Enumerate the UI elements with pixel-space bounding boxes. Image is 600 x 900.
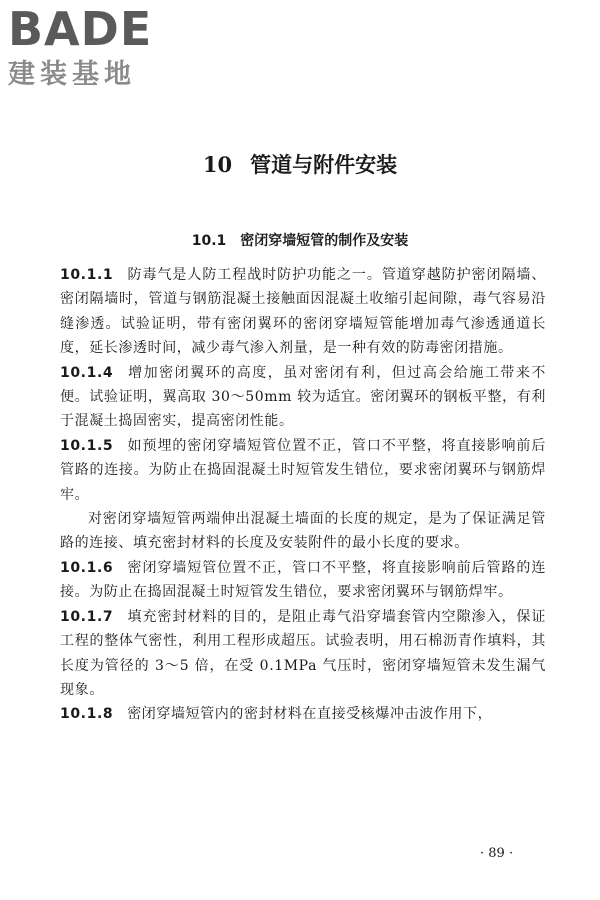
paragraph-text: 防毒气是人防工程战时防护功能之一。管道穿越防护密闭隔墙、密闭隔墙时，管道与钢筋混凝土接触面因混凝土收缩引起间隙，毒气容易沿缝渗透。试验证明，带有密闭翼环的密闭穿墙短管能增加毒气渗透通道长度，延长渗透时间，减少毒气渗入剂量，是一种有效的防毒密闭措施。 bbox=[60, 267, 546, 357]
clause-number: 10.1.8 bbox=[60, 706, 114, 723]
chapter-title bbox=[0, 150, 600, 180]
section-title bbox=[0, 230, 600, 252]
body-text bbox=[60, 263, 546, 727]
bade-watermark-logo bbox=[8, 4, 178, 92]
paragraph-text: 对密闭穿墙短管两端伸出混凝土墙面的长度的规定，是为了保证满足管路的连接、填充密封材料的长度及安装附件的最小长度的要求。 bbox=[60, 511, 546, 552]
paragraph-10-1-7 bbox=[60, 605, 546, 703]
logo-brand: BADE bbox=[8, 2, 153, 56]
paragraph-10-1-5 bbox=[60, 434, 546, 507]
clause-number: 10.1.4 bbox=[60, 364, 114, 381]
paragraph-text: 填充密封材料的目的，是阻止毒气沿穿墙套管内空隙渗入，保证工程的整体气密性，利用工程形成超压。试验表明，用石棉沥青作填料，其长度为管径的 3～5 倍，在受 0.1MPa 气压时，密闭穿墙短管未发生漏气现象。 bbox=[60, 608, 546, 698]
section-number: 10.1 bbox=[191, 233, 227, 249]
paragraph-10-1-8 bbox=[60, 702, 546, 726]
paragraph-text: 增加密闭翼环的高度，虽对密闭有利，但过高会给施工带来不便。试验证明，翼高取 30～50mm 较为适宜。密闭翼环的钢板平整，有利于混凝土捣固密实，提高密闭性能。 bbox=[60, 364, 546, 430]
logo-subtitle: 建装基地 bbox=[8, 59, 136, 90]
chapter-number: 10 bbox=[202, 152, 233, 177]
section-title-text: 密闭穿墙短管的制作及安装 bbox=[240, 233, 409, 249]
page-number: · 89 · bbox=[480, 846, 514, 861]
paragraph-text: 密闭穿墙短管内的密封材料在直接受核爆冲击波作用下， bbox=[127, 706, 493, 723]
paragraph-text: 密闭穿墙短管位置不正，管口不平整，将直接影响前后管路的连接。为防止在捣固混凝土时短管发生错位，要求密闭翼环与钢筋焊牢。 bbox=[60, 559, 546, 601]
paragraph-10-1-6 bbox=[60, 556, 546, 605]
clause-number: 10.1.5 bbox=[60, 437, 114, 454]
clause-number: 10.1.6 bbox=[60, 559, 114, 576]
paragraph-text: 如预埋的密闭穿墙短管位置不正，管口不平整，将直接影响前后管路的连接。为防止在捣固混凝土时短管发生错位，要求密闭翼环与钢筋焊牢。 bbox=[60, 437, 546, 503]
clause-number: 10.1.7 bbox=[60, 608, 114, 625]
clause-number: 10.1.1 bbox=[60, 267, 114, 283]
chapter-title-text: 管道与附件安装 bbox=[250, 152, 398, 177]
paragraph-10-1-4 bbox=[60, 361, 546, 434]
paragraph-10-1-1 bbox=[60, 263, 546, 361]
paragraph-continuation bbox=[60, 507, 546, 556]
